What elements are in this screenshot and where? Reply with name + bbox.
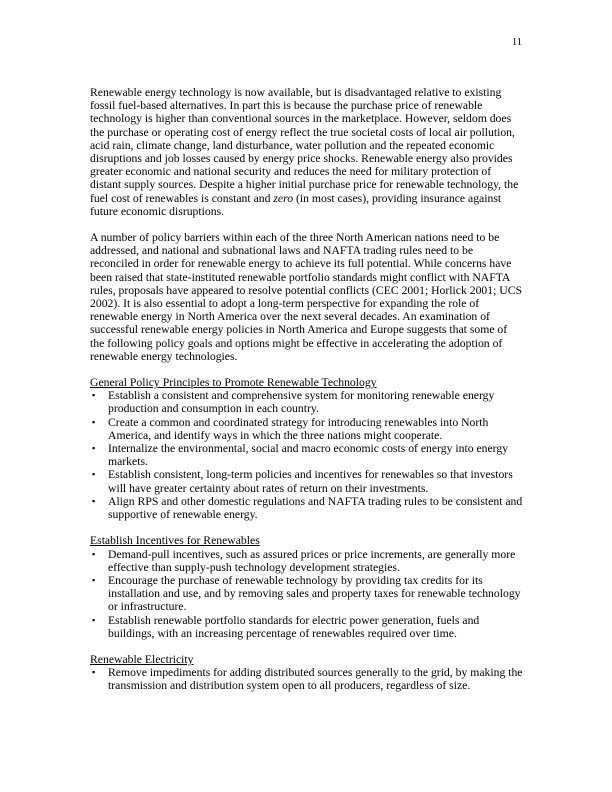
list-item xyxy=(90,416,524,442)
paragraph-text: (in most cases), providing insurance against future economic disruptions. xyxy=(90,191,502,218)
bullet-icon: ▪ xyxy=(92,495,96,506)
list-item-text: Establish renewable portfolio standards for electric power generation, fuels and buildings, with an increasing percentage of renewables required over time. xyxy=(108,613,480,640)
list-item-text: Encourage the purchase of renewable technology by providing tax credits for its installation and use, and by removing sales and property taxes for renewable technology or infrastructure. xyxy=(108,573,521,614)
section-incentives xyxy=(90,534,524,640)
list-item xyxy=(90,666,524,692)
bullet-list xyxy=(90,548,524,640)
paragraph-renewable-disadvantage xyxy=(90,86,524,218)
bullet-icon: ▪ xyxy=(92,390,96,401)
list-item-text: Establish consistent, long-term policies and incentives for renewables so that investors will have greater certainty about rates of return on their investments. xyxy=(108,468,513,495)
list-item xyxy=(90,389,524,415)
bullet-icon: ▪ xyxy=(92,416,96,427)
section-heading: Establish Incentives for Renewables xyxy=(90,534,260,548)
list-item xyxy=(90,614,524,640)
section-general-policy xyxy=(90,376,524,521)
list-item xyxy=(90,574,524,614)
list-item xyxy=(90,548,524,574)
list-item-text: Establish a consistent and comprehensive system for monitoring renewable energy production and consumption in each country. xyxy=(108,389,495,416)
list-item xyxy=(90,442,524,468)
section-heading: General Policy Principles to Promote Renewable Technology xyxy=(90,376,377,390)
list-item-text: Internalize the environmental, social and macro economic costs of energy into energy markets. xyxy=(108,442,509,469)
page-number: 11 xyxy=(511,37,522,48)
list-item-text: Demand-pull incentives, such as assured prices or price increments, are generally more effective than supply-push technology development strategies. xyxy=(108,547,516,574)
paragraph-policy-barriers: A number of policy barriers within each of the three North American nations need to be addressed, and national and subnational laws and NAFTA trading rules need to be reconciled in order for renewable energy to achieve its full potential. While concerns have been raised that state-instituted renewable portfolio standards might conflict with NAFTA rules, proposals have appeared to resolve potential conflicts (CEC 2001; Horlick 2001; UCS 2002). It is also essential to adopt a long-term perspective for expanding the role of renewable energy in North America over the next several decades. An examination of successful renewable energy policies in North America and Europe suggests that some of the following policy goals and options might be effective in accelerating the adoption of renewable energy technologies. xyxy=(90,231,523,363)
emphasis-zero: zero xyxy=(273,191,294,205)
list-item-text: Remove impediments for adding distributed sources generally to the grid, by making the transmission and distribution system open to all producers, regardless of size. xyxy=(108,666,523,693)
bullet-icon: ▪ xyxy=(92,469,96,480)
section-renewable-electricity xyxy=(90,653,524,693)
bullet-icon: ▪ xyxy=(92,667,96,678)
list-item xyxy=(90,468,524,494)
bullet-icon: ▪ xyxy=(92,574,96,585)
bullet-list xyxy=(90,389,524,521)
list-item-text: Align RPS and other domestic regulations and NAFTA trading rules to be consistent and supportive of renewable energy. xyxy=(108,494,523,522)
bullet-icon: ▪ xyxy=(92,614,96,625)
list-item xyxy=(90,495,524,521)
bullet-list xyxy=(90,666,524,692)
body-content xyxy=(90,86,524,706)
bullet-icon: ▪ xyxy=(92,548,96,559)
section-heading: Renewable Electricity xyxy=(90,652,194,666)
list-item-text: Create a common and coordinated strategy for introducing renewables into North America, and identify ways in which the three nations might cooperate. xyxy=(108,415,489,442)
bullet-icon: ▪ xyxy=(92,443,96,454)
paragraph-text: Renewable energy technology is now available, but is disadvantaged relative to existing fossil fuel-based alternatives. In part this is because the purchase price of renewable technology is higher than conventional sources in the marketplace. However, seldom does the purchase or operating cost of energy reflect the true societal costs of local air pollution, acid rain, climate change, land disturbance, water pollution and the repeated economic disruptions and job losses caused by energy price shocks. Renewable energy also provides greater economic and national security and reduces the need for military protection of distant supply sources. Despite a higher initial purchase price for renewable technology, the fuel cost of renewables is constant and xyxy=(90,86,519,205)
